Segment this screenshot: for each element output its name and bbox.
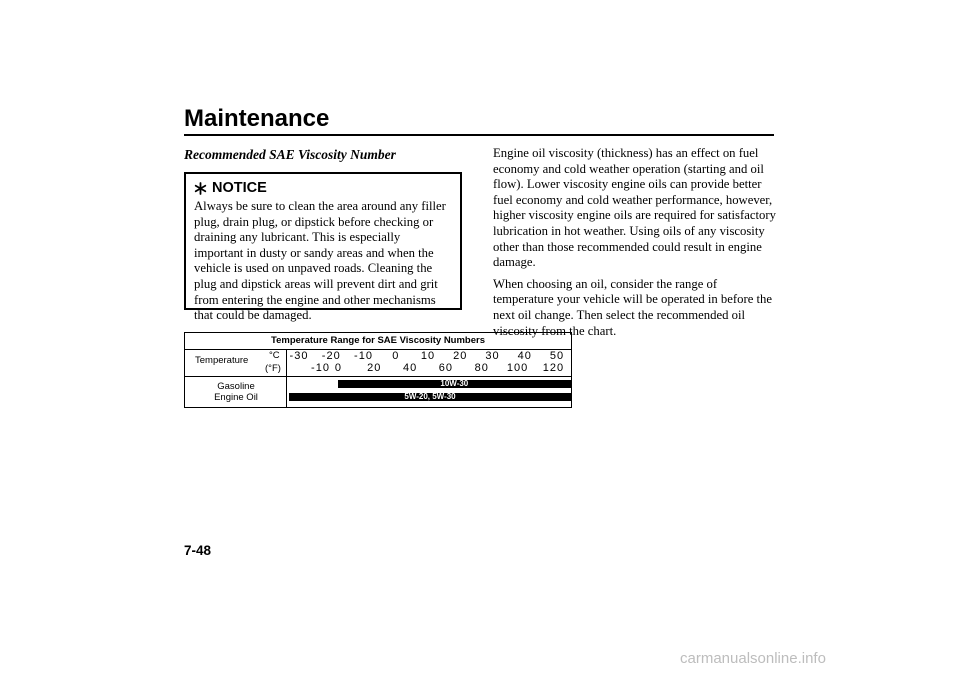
celsius-tick: 30 [485,350,500,362]
asterisk-icon [194,182,207,195]
fahrenheit-tick: 100 [506,362,529,374]
page-number: 7-48 [184,543,212,558]
right-column [493,146,779,345]
gasoline-engine-oil-label: Gasoline Engine Oil [214,381,258,403]
fahrenheit-tick: 60 [438,362,454,374]
watermark: carmanualsonline.info [680,650,826,667]
viscosity-chart [184,332,572,408]
celsius-tick: -10 [354,350,373,362]
section-heading: Recommended SAE Viscosity Number [184,147,396,162]
fahrenheit-tick: 80 [474,362,489,374]
celsius-tick: 40 [517,350,532,362]
celsius-tick: 0 [392,350,400,362]
celsius-tick: 20 [453,350,468,362]
celsius-tick: 50 [549,350,565,362]
celsius-tick: -30 [289,350,309,362]
celsius-tick: -20 [321,350,341,362]
row-divider [185,376,571,377]
fahrenheit-tick: 0 [334,362,342,374]
label-column-divider [286,349,287,407]
paragraph-viscosity: Engine oil viscosity (thickness) has an effect on fuel economy and cold weather operation (starting and oil flow). Lower viscosity engine oils can provide better fuel economy and cold weather performance, however, higher viscosity engine oils are required for satisfactory lubrication in hot weather. Using oils of any viscosity other than those recommended could result in engine damage. [493,146,776,270]
notice-header [194,178,450,198]
paragraph-choosing-oil: When choosing an oil, consider the range of temperature your vehicle will be operated in before the next oil change. Then select the recommended oil viscosity from the chart. [493,276,773,338]
viscosity-bar: 5W-20, 5W-30 [289,393,571,401]
viscosity-bar: 10W-30 [338,380,571,388]
fahrenheit-tick: 20 [367,362,382,374]
temperature-label: Temperature [195,355,249,366]
chart-title: Temperature Range for SAE Viscosity Numbers [185,333,571,350]
fahrenheit-tick: 40 [402,362,418,374]
notice-body: Always be sure to clean the area around any filler plug, drain plug, or dipstick before checking or draining any lubricant. This is especially important in dusty or sandy areas and when the vehicle is used on unpaved roads. Cleaning the plug and dipstick areas will prevent dirt and grit from entering the engine and other mechanisms that could be damaged. [194,199,446,323]
notice-box [184,172,462,323]
header-rule [184,134,774,136]
fahrenheit-tick: -10 [311,362,330,374]
celsius-unit: °C [269,350,280,361]
notice-title: NOTICE [212,180,267,196]
fahrenheit-tick: 120 [542,362,565,374]
page-title: Maintenance [184,105,330,132]
fahrenheit-unit: (°F) [265,363,281,374]
celsius-tick: 10 [420,350,436,362]
